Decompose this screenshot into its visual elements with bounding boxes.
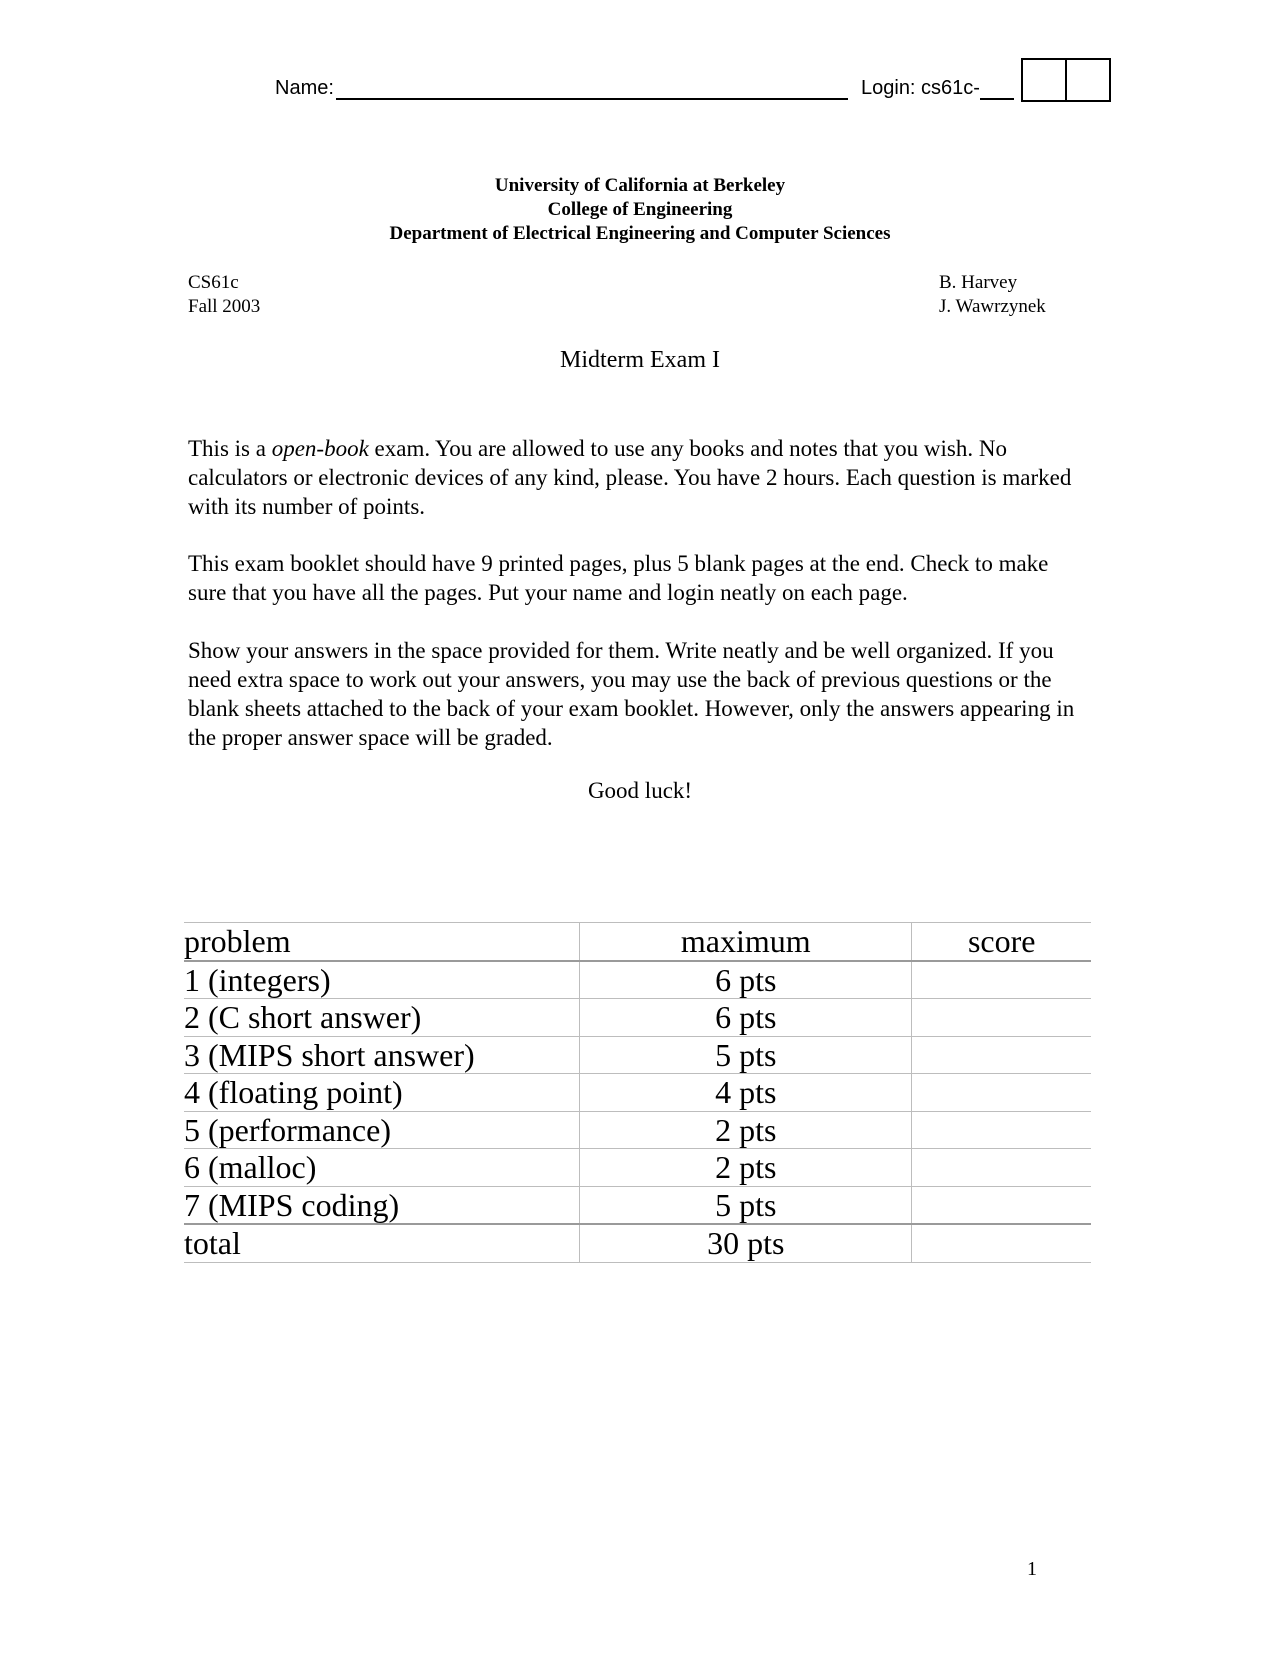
header-problem: problem bbox=[184, 923, 580, 961]
course-info bbox=[188, 271, 260, 319]
score-cell[interactable] bbox=[912, 999, 1091, 1037]
score-cell[interactable] bbox=[912, 1036, 1091, 1074]
header-maximum: maximum bbox=[580, 923, 912, 961]
maximum-cell: 2 pts bbox=[580, 1111, 912, 1149]
department-name: Department of Electrical Engineering and Computer Sciences bbox=[389, 223, 891, 244]
instructions-paragraph-2: This exam booklet should have 9 printed pages, plus 5 blank pages at the end. Check to make sure that you have all the pages. Put your name and login neatly on each page. bbox=[188, 551, 1049, 605]
instructor-name: J. Wawrzynek bbox=[939, 296, 1046, 317]
problem-cell: 2 (C short answer) bbox=[184, 999, 580, 1037]
score-cell[interactable] bbox=[912, 1111, 1091, 1149]
instructors bbox=[939, 271, 1046, 319]
maximum-cell: 2 pts bbox=[580, 1149, 912, 1187]
table-row bbox=[184, 999, 1091, 1037]
problem-cell: 6 (malloc) bbox=[184, 1149, 580, 1187]
login-field[interactable] bbox=[861, 74, 1014, 100]
table-row bbox=[184, 1149, 1091, 1187]
instructions-paragraph-1 bbox=[188, 434, 1088, 521]
problem-cell: 4 (floating point) bbox=[184, 1074, 580, 1112]
university-name: University of California at Berkeley bbox=[494, 175, 786, 196]
name-label: Name: bbox=[275, 77, 334, 99]
instructions-text: exam. You are allowed to use any books and notes that you wish. No calculators or electronic devices of any kind, please. You have 2 hours. Each question is marked with its number of points. bbox=[188, 436, 1072, 519]
name-field[interactable] bbox=[275, 74, 848, 100]
score-cell[interactable] bbox=[912, 1186, 1091, 1224]
course-code: CS61c bbox=[188, 272, 239, 293]
table-row bbox=[184, 961, 1091, 999]
table-row bbox=[184, 1186, 1091, 1224]
college-name: College of Engineering bbox=[547, 199, 733, 220]
table-total-row bbox=[184, 1224, 1091, 1262]
login-box[interactable] bbox=[1023, 60, 1067, 100]
score-cell[interactable] bbox=[912, 1149, 1091, 1187]
problem-cell: 1 (integers) bbox=[184, 961, 580, 999]
instructions-text: This is a bbox=[188, 436, 272, 461]
maximum-cell: 5 pts bbox=[580, 1186, 912, 1224]
open-book-emphasis: open-book bbox=[271, 436, 369, 461]
page-number: 1 bbox=[1027, 1558, 1037, 1580]
table-row bbox=[184, 1074, 1091, 1112]
total-score-cell[interactable] bbox=[912, 1224, 1091, 1262]
problem-cell: 7 (MIPS coding) bbox=[184, 1186, 580, 1224]
course-term: Fall 2003 bbox=[188, 296, 261, 317]
name-blank-line[interactable] bbox=[336, 78, 848, 100]
good-luck-text: Good luck! bbox=[587, 778, 693, 803]
instructor-name: B. Harvey bbox=[939, 272, 1018, 293]
exam-title: Midterm Exam I bbox=[560, 347, 720, 373]
login-character-boxes[interactable] bbox=[1021, 58, 1111, 102]
institution-heading bbox=[0, 174, 1280, 246]
table-row bbox=[184, 1111, 1091, 1149]
total-maximum-cell: 30 pts bbox=[580, 1224, 912, 1262]
score-cell[interactable] bbox=[912, 961, 1091, 999]
maximum-cell: 6 pts bbox=[580, 961, 912, 999]
login-box[interactable] bbox=[1067, 60, 1109, 100]
login-label: Login: cs61c- bbox=[861, 77, 980, 99]
table-row bbox=[184, 1036, 1091, 1074]
total-label-cell: total bbox=[184, 1224, 580, 1262]
maximum-cell: 6 pts bbox=[580, 999, 912, 1037]
maximum-cell: 5 pts bbox=[580, 1036, 912, 1074]
problem-cell: 5 (performance) bbox=[184, 1111, 580, 1149]
score-cell[interactable] bbox=[912, 1074, 1091, 1112]
problem-cell: 3 (MIPS short answer) bbox=[184, 1036, 580, 1074]
login-blank-line[interactable] bbox=[980, 78, 1014, 100]
maximum-cell: 4 pts bbox=[580, 1074, 912, 1112]
score-table bbox=[184, 922, 1091, 1263]
instructions-paragraph-3: Show your answers in the space provided for them. Write neatly and be well organized. If you need extra space to work out your answers, you may use the back of previous questions or the blank sheets attached to the back of your exam booklet. However, only the answers appearing in the proper answer space will be graded. bbox=[188, 638, 1075, 750]
header-score: score bbox=[912, 923, 1091, 961]
table-header-row bbox=[184, 923, 1091, 961]
